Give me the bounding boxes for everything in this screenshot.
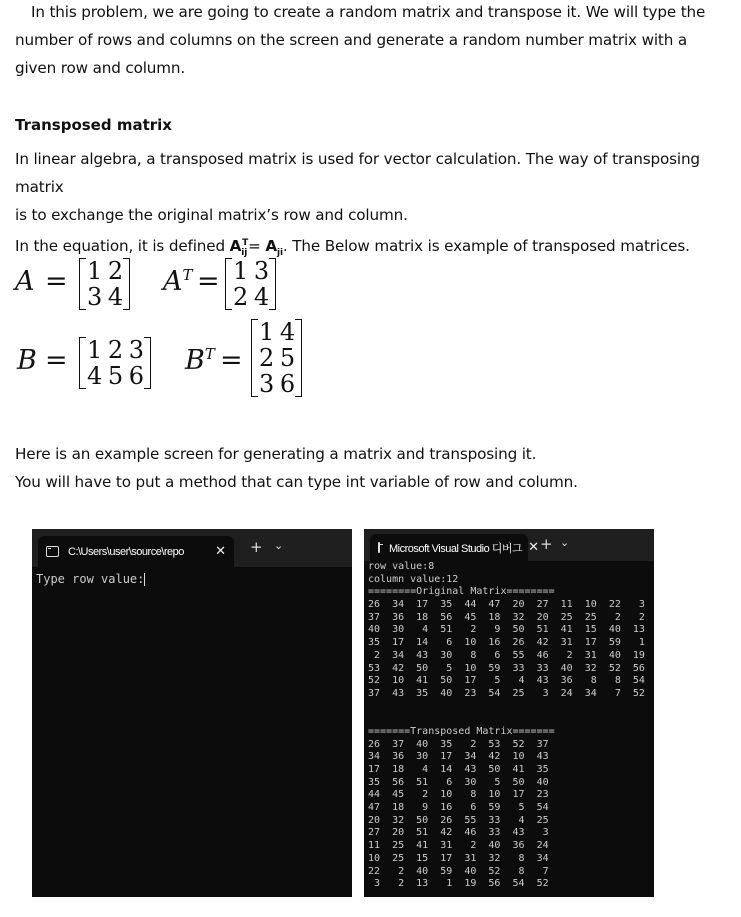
terminal-line: row value:8 [368,561,435,572]
terminal-line [368,713,654,726]
new-tab-plus-icon[interactable]: + [540,535,553,553]
matrix-b: 1 2 3 4 5 6 [87,337,143,389]
matrix-a: 1 2 3 4 [87,258,122,310]
terminal-line: 35 17 14 6 10 16 26 42 31 17 59 1 [368,637,645,649]
terminal-line: 35 56 51 6 30 5 50 40 [368,776,549,788]
terminal-icon [378,542,380,553]
terminal-line: 10 25 15 17 31 32 8 34 [368,852,549,864]
section-heading: Transposed matrix [15,116,172,134]
terminal-tab-bar [32,529,352,567]
equals-sign: = [45,266,68,297]
terminal-line [368,701,654,714]
terminal-line: 3 2 13 1 19 56 54 52 [368,878,549,890]
terminal-line: 37 36 18 56 45 18 32 20 25 25 2 2 [368,611,645,623]
terminal-line: 53 42 50 5 10 59 33 33 40 32 52 56 [368,662,645,674]
example-paragraph [15,440,730,496]
intro-line-2: number of rows and columns on the screen and generate a random number matrix with a [15,31,688,49]
terminal-icon [46,546,59,557]
text-cursor [144,573,145,586]
terminal-line: 37 43 35 40 23 54 25 3 24 34 7 52 [368,687,645,699]
matrix-at: 1 3 2 4 [233,258,268,310]
matrix-a-name: A [15,266,35,297]
section-line-2: is to exchange the original matrix’s row and column. [15,206,408,224]
terminal-line: 40 30 4 51 2 9 50 51 41 15 40 13 [368,624,645,636]
close-icon[interactable]: ✕ [215,544,226,559]
terminal-window-input [32,529,352,897]
matrix-b-name: B [17,345,37,376]
matrix-bt-name: $B^T$ [185,345,215,376]
terminal-tab[interactable] [38,536,234,567]
intro-paragraph [15,0,730,82]
terminal-line: 26 34 17 35 44 47 20 27 11 10 22 3 [368,599,645,611]
example-line-1: Here is an example screen for generating a matrix and transposing it. [15,445,537,463]
section-paragraph [15,145,730,267]
terminal-line: 20 32 50 26 55 33 4 25 [368,814,549,826]
terminal-line: 26 37 40 35 2 53 52 37 [368,738,549,750]
tab-title: C:\Users\user\source\repo [68,545,184,558]
terminal-tab-bar [364,529,654,561]
terminal-line: 22 2 40 59 40 52 8 7 [368,865,549,877]
terminal-line: 44 45 2 10 8 10 17 23 [368,789,549,801]
matrix-at-name: $A^T$ [163,266,193,297]
terminal-line: 34 36 30 17 34 42 10 43 [368,751,549,763]
chevron-down-icon[interactable]: ⌄ [274,539,284,552]
terminal-tab[interactable] [370,534,540,561]
section-line-1: In linear algebra, a transposed matrix is used for vector calculation. The way of transposing matrix [15,150,700,196]
example-line-2: You will have to put a method that can type int variable of row and column. [15,473,578,491]
equals-sign: = [220,345,243,376]
equals-sign: = [45,345,68,376]
tab-title: Microsoft Visual Studio 디버그 [389,542,523,555]
terminal-line: ========Original Matrix======== [368,586,555,598]
matrix-bt: 1 4 2 5 3 6 [259,319,294,397]
intro-line-3: given row and column. [15,59,186,77]
terminal-window-output [364,529,654,897]
section-line-3: In the equation, it is defined $A_{ij}^T= A_{ji}$. The Below matrix is example of transposed matrices. [15,237,690,259]
terminal-output[interactable] [364,561,654,891]
intro-line-1: In this problem, we are going to create a random matrix and transpose it. We will type the [31,3,706,21]
terminal-line: 47 18 9 16 6 59 5 54 [368,802,549,814]
terminal-line: column value:12 [368,573,459,585]
terminal-line: =======Transposed Matrix======= [368,725,555,737]
new-tab-plus-icon[interactable]: + [250,538,263,556]
terminal-line: 17 18 4 14 43 50 41 35 [368,764,549,775]
terminal-line: 2 34 43 30 8 6 55 46 2 31 40 19 [368,649,645,661]
terminal-line: 52 10 41 50 17 5 4 43 36 8 8 54 [368,675,645,687]
close-icon[interactable]: ✕ [528,540,540,555]
terminal-line: 27 20 51 42 46 33 43 3 [368,827,549,839]
equals-sign: = [197,266,220,297]
terminal-line: 11 25 41 31 2 40 36 24 [368,840,549,852]
chevron-down-icon[interactable]: ⌄ [560,536,570,549]
prompt-text: Type row value: [36,572,145,586]
terminal-output[interactable] [32,567,352,586]
